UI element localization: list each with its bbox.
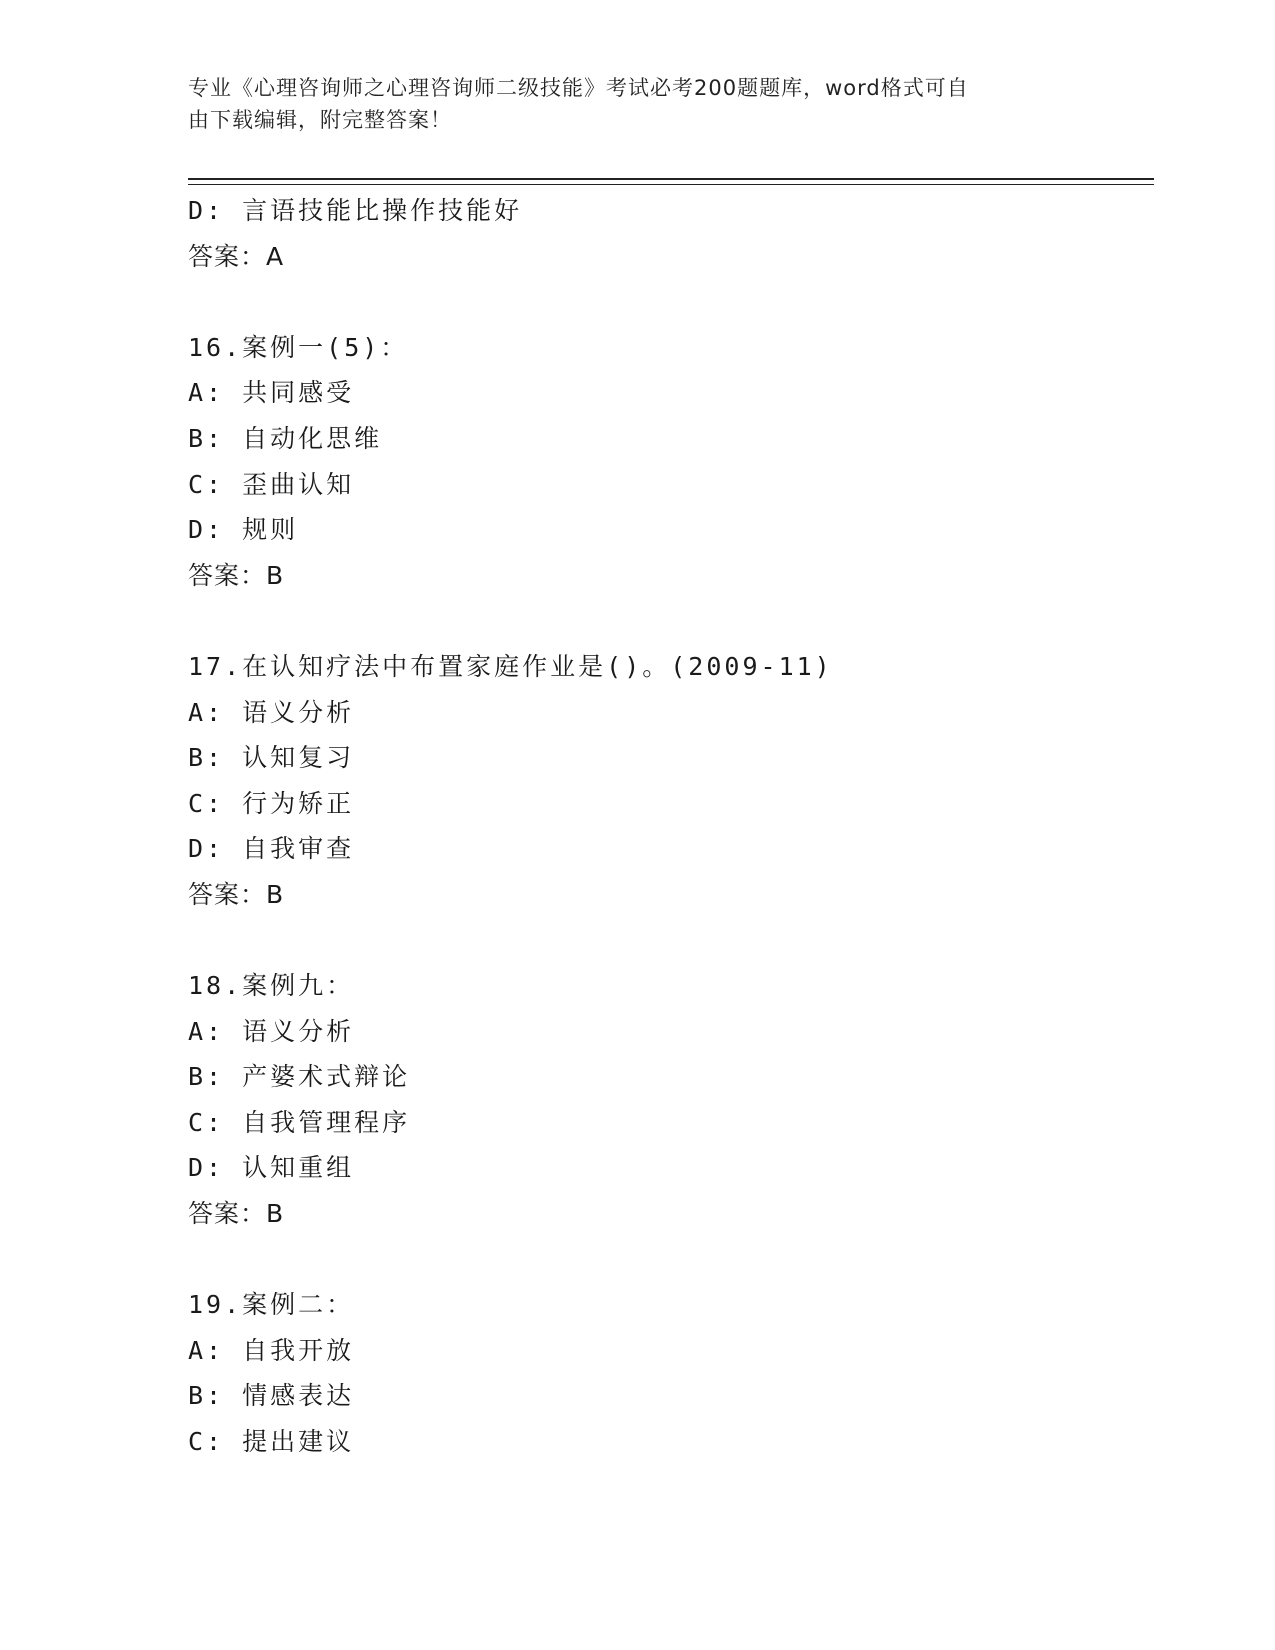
answer-line: 答案：B bbox=[188, 879, 285, 909]
question-stem: 16.案例一(5)： bbox=[188, 332, 409, 362]
block-spacer bbox=[188, 279, 1154, 325]
option-line: B: 自动化思维 bbox=[188, 423, 383, 453]
header-divider-thick bbox=[188, 178, 1154, 180]
option-line: D: 言语技能比操作技能好 bbox=[188, 196, 523, 225]
answer-line: 答案：B bbox=[188, 1199, 285, 1229]
question-list bbox=[188, 188, 1154, 1465]
header-divider-thin bbox=[188, 184, 1154, 185]
option-line: C: 提出建议 bbox=[188, 1427, 355, 1457]
option-line: C: 自我管理程序 bbox=[188, 1107, 411, 1137]
question-block bbox=[188, 325, 1154, 599]
option-line: A: 自我开放 bbox=[188, 1335, 355, 1365]
question-block bbox=[188, 1282, 1154, 1464]
option-line: A: 共同感受 bbox=[188, 378, 355, 408]
option-line: A: 语义分析 bbox=[188, 697, 355, 727]
question-stem: 19.案例二： bbox=[188, 1290, 355, 1320]
option-line: B: 情感表达 bbox=[188, 1381, 355, 1411]
block-spacer bbox=[188, 1237, 1154, 1283]
block-spacer bbox=[188, 598, 1154, 644]
option-line: D: 规则 bbox=[188, 515, 299, 545]
option-line: A: 语义分析 bbox=[188, 1016, 355, 1046]
block-spacer bbox=[188, 918, 1154, 964]
question-stem: 17.在认知疗法中布置家庭作业是()。(2009-11) bbox=[188, 651, 833, 681]
answer-line: 答案：A bbox=[188, 241, 285, 271]
option-line: D: 自我审查 bbox=[188, 834, 355, 864]
header-line-2: 由下载编辑，附完整答案！ bbox=[188, 108, 452, 132]
question-stem: 18.案例九： bbox=[188, 971, 355, 1001]
option-line: D: 认知重组 bbox=[188, 1153, 355, 1183]
option-line: C: 歪曲认知 bbox=[188, 469, 355, 499]
option-line: B: 认知复习 bbox=[188, 743, 355, 773]
document-header bbox=[188, 72, 1068, 136]
question-block bbox=[188, 644, 1154, 918]
option-line: B: 产婆术式辩论 bbox=[188, 1062, 411, 1092]
question-block bbox=[188, 963, 1154, 1237]
option-line: C: 行为矫正 bbox=[188, 788, 355, 818]
header-line-1: 专业《心理咨询师之心理咨询师二级技能》考试必考200题题库，word格式可自 bbox=[188, 76, 969, 100]
answer-line: 答案：B bbox=[188, 560, 285, 590]
question-block bbox=[188, 188, 1154, 279]
